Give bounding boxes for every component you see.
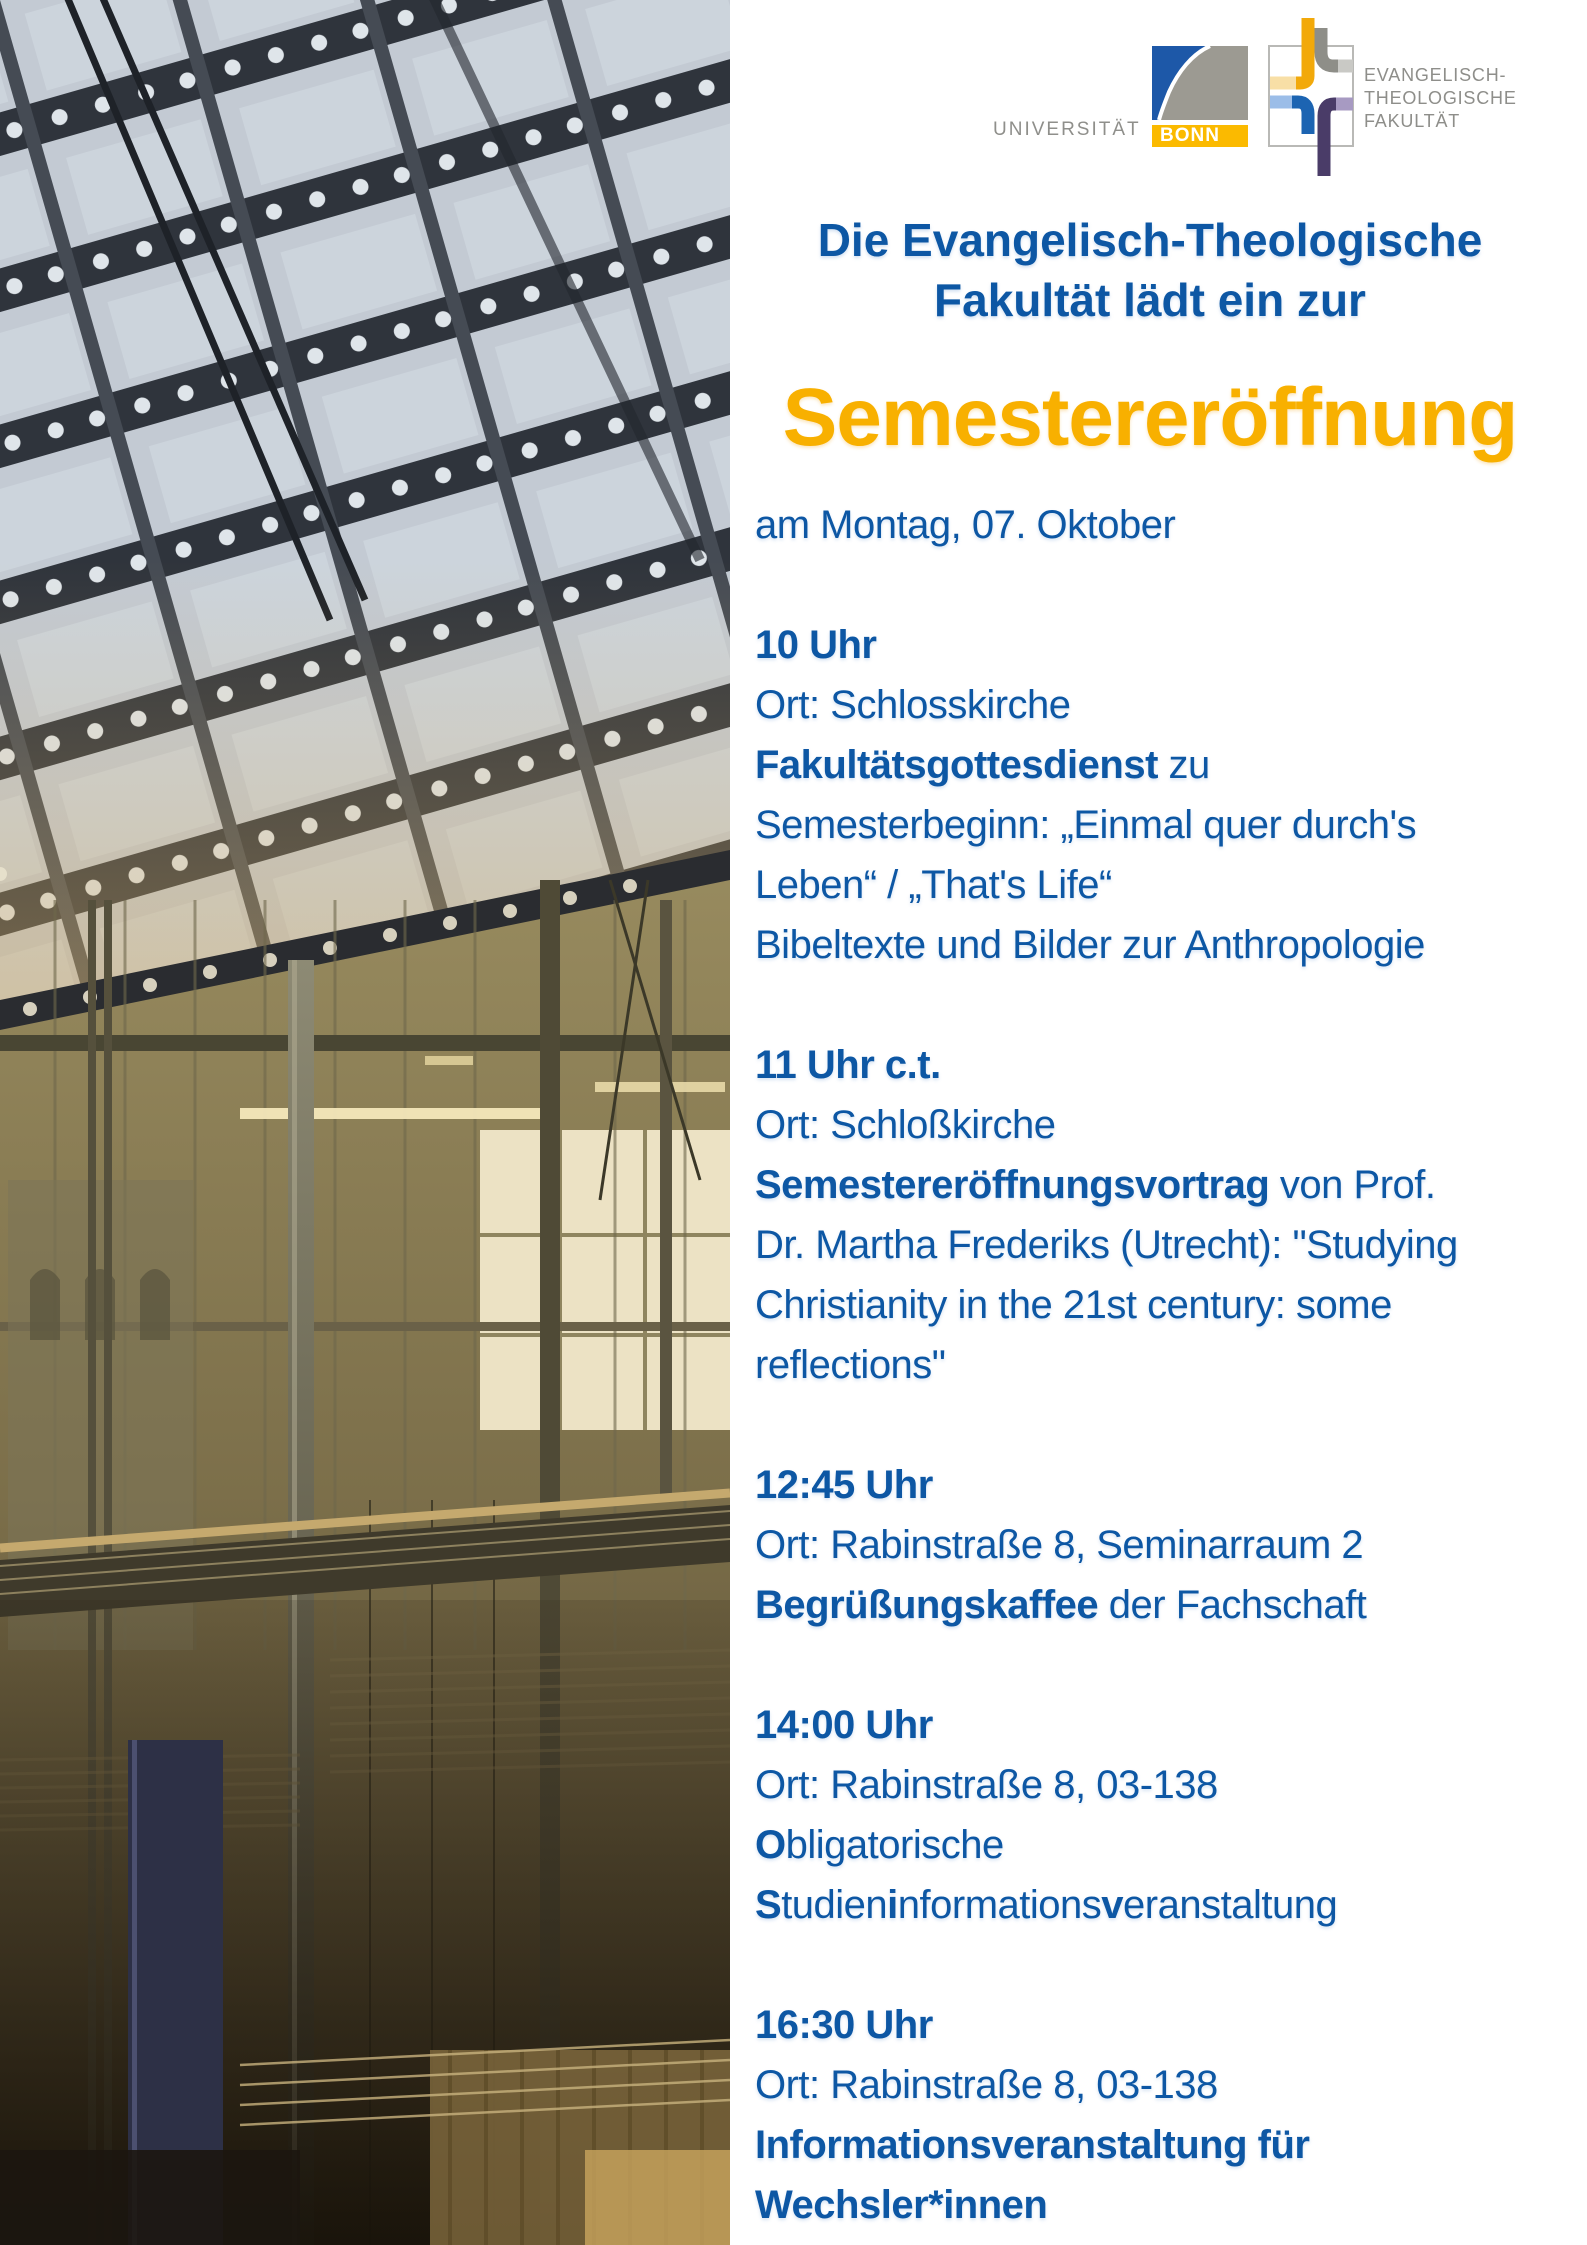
event-line: Ort: Schlosskirche [755,683,1071,727]
uni-bonn-logo [1152,46,1248,147]
faculty-logo-line: EVANGELISCH- [1364,65,1507,85]
intro-line-2: Fakultät lädt ein zur [934,274,1366,326]
flyer-content [730,0,1587,2245]
event-line: Ort: Rabinstraße 8, 03-138 [755,1763,1218,1807]
event-line: Semesterbeginn: „Einmal quer durch's [755,803,1417,847]
atrium-photo [0,0,730,2245]
page-title: Semestereröffnung [782,372,1518,463]
event-line: Dr. Martha Frederiks (Utrecht): "Studying [755,1223,1458,1267]
event-block [755,1995,1570,2235]
event-line: 12:45 Uhr [755,1463,933,1507]
date-line: am Montag, 07. Oktober [755,503,1176,547]
schedule [755,495,1570,2235]
event-line: Obligatorische [755,1823,1004,1867]
faculty-cross-icon [1268,14,1354,180]
event-line: Semestereröffnungsvortrag von Prof. [755,1163,1436,1207]
event-line: Leben“ / „That's Life“ [755,863,1112,907]
event-line: 10 Uhr [755,623,877,667]
uni-bonn-box-label: BONN [1152,125,1248,147]
uni-bonn-logo-icon [1152,46,1248,120]
event-line: Informationsveranstaltung für [755,2123,1310,2167]
event-line: Ort: Schloßkirche [755,1103,1056,1147]
event-line: 11 Uhr c.t. [755,1043,941,1087]
event-line: Ort: Rabinstraße 8, 03-138 [755,2063,1218,2107]
event-line: Wechsler*innen [755,2183,1048,2227]
faculty-logo-line: FAKULTÄT [1364,111,1461,131]
event-line: Christianity in the 21st century: some [755,1283,1392,1327]
intro-line-1: Die Evangelisch-Theologische [817,214,1483,266]
event-line: reflections" [755,1343,946,1387]
schedule-events [755,615,1570,2235]
uni-bonn-wordmark: UNIVERSITÄT [993,119,1141,140]
event-block [755,1695,1570,1935]
event-line: 16:30 Uhr [755,2003,933,2047]
event-line: 14:00 Uhr [755,1703,933,1747]
event-line: Ort: Rabinstraße 8, Seminarraum 2 [755,1523,1364,1567]
event-line: Fakultätsgottesdienst zu [755,743,1210,787]
event-line: Studieninformationsveranstaltung [755,1883,1338,1927]
event-block [755,615,1570,975]
event-line: Begrüßungskaffee der Fachschaft [755,1583,1367,1627]
intro-heading [740,210,1560,330]
faculty-logo-line: THEOLOGISCHE [1364,88,1517,108]
event-block [755,1035,1570,1395]
event-block [755,1455,1570,1635]
atrium-photo-illustration [0,0,730,2245]
event-line: Bibeltexte und Bilder zur Anthropologie [755,923,1425,967]
faculty-logo-text [1364,64,1517,133]
